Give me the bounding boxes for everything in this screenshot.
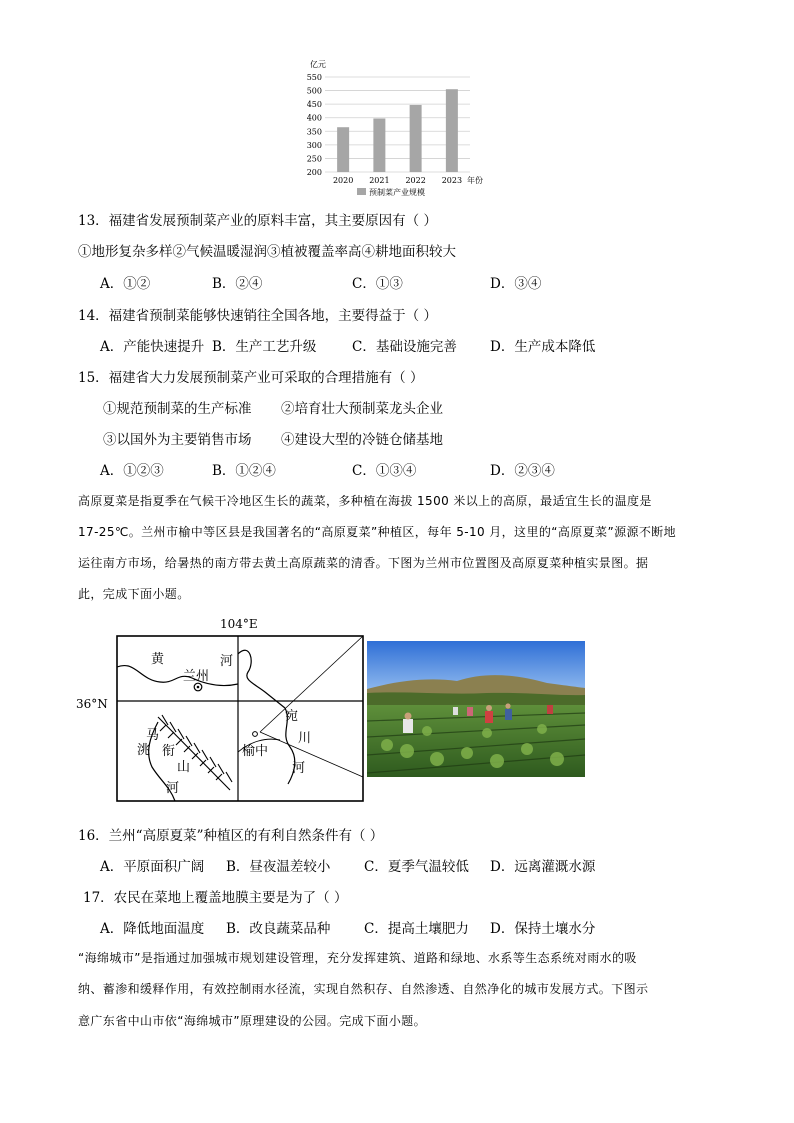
q16-stem: 16．兰州“高原夏菜”种植区的有利自然条件有（ ） [78, 828, 384, 844]
label-wan: 宛 [285, 709, 299, 724]
leader-line-photo-2 [260, 732, 363, 777]
y-tick-label: 250 [306, 154, 322, 164]
q13-option-d[interactable]: D．③④ [490, 276, 542, 292]
label-he-2: 河 [292, 761, 306, 776]
label-chuan: 川 [298, 731, 312, 746]
label-he-3: 河 [166, 781, 180, 796]
y-tick-label: 550 [306, 73, 322, 82]
longitude-label: 104°E [220, 617, 258, 631]
chart-bars [337, 89, 458, 172]
legend-label: 预制菜产业规模 [369, 188, 425, 197]
passage1-line-4: 此，完成下面小题。 [78, 587, 190, 601]
passage2-line-1: “海绵城市”是指通过加强城市规划建设管理，充分发挥建筑、道路和绿地、水系等生态系统对雨水的吸 [78, 951, 637, 965]
x-tick-labels [333, 176, 462, 185]
y-tick-label: 200 [306, 168, 322, 177]
q16-option-d[interactable]: D．远离灌溉水源 [490, 859, 596, 875]
legend-swatch [357, 188, 366, 195]
label-lanzhou: 兰州 [183, 669, 210, 684]
label-huang: 黄 [151, 652, 165, 667]
x-tick-label: 2022 [405, 176, 426, 185]
q15-item-3: ③以国外为主要销售市场 [103, 432, 252, 448]
q17-option-b[interactable]: B．改良蔬菜品种 [226, 921, 331, 937]
q14-option-c[interactable]: C．基础设施完善 [352, 339, 457, 355]
passage1-line-1: 高原夏菜是指夏季在气候干冷地区生长的蔬菜，多种植在海拔 1500 米以上的高原，最适宜生长的温度是 [78, 494, 652, 508]
x-unit-label: 年份 [467, 176, 483, 185]
q16-option-a[interactable]: A．平原面积广阔 [100, 859, 205, 875]
label-yuzhong: 榆中 [242, 744, 269, 759]
bar-2022 [410, 105, 422, 172]
label-shan: 山 [177, 760, 191, 775]
q14-option-d[interactable]: D．生产成本降低 [490, 339, 596, 355]
lanzhou-location-map [76, 612, 370, 807]
y-unit-label: 亿元 [310, 60, 326, 69]
label-tao: 洮 [137, 743, 151, 758]
passage2-line-2: 纳、蓄渗和缓释作用，有效控制雨水径流，实现自然积存、自然渗透、自然净化的城市发展方式。下图示 [78, 982, 649, 996]
y-tick-label: 450 [306, 100, 322, 110]
vegetable-field-photo [367, 641, 585, 777]
q13-stem: 13．福建省发展预制菜产业的原料丰富，其主要原因有（ ） [78, 213, 437, 229]
lanzhou-city-marker-dot [197, 686, 200, 689]
q15-option-d[interactable]: D．②③④ [490, 463, 555, 479]
q17-option-d[interactable]: D．保持土壤水分 [490, 921, 596, 937]
q13-option-b[interactable]: B．②④ [212, 276, 263, 292]
q17-option-a[interactable]: A．降低地面温度 [100, 921, 205, 937]
label-he-1: 河 [220, 654, 234, 669]
bar-chart [295, 55, 495, 200]
y-tick-label: 400 [306, 113, 322, 123]
q14-option-a[interactable]: A．产能快速提升 [100, 339, 205, 355]
q15-option-b[interactable]: B．①②④ [212, 463, 276, 479]
q15-item-4: ④建设大型的冷链仓储基地 [281, 432, 443, 448]
passage1-line-2: 17-25℃。兰州市榆中等区县是我国著名的“高原夏菜”种植区，每年 5-10 月，这里的“高原夏菜”源源不断地 [78, 525, 677, 539]
q15-item-1: ①规范预制菜的生产标准 [103, 401, 252, 417]
q15-option-a[interactable]: A．①②③ [100, 463, 164, 479]
q16-option-b[interactable]: B．昼夜温差较小 [226, 859, 331, 875]
q15-option-c[interactable]: C．①③④ [352, 463, 417, 479]
q17-stem: 17．农民在菜地上覆盖地膜主要是为了（ ） [83, 890, 348, 906]
bar-2021 [373, 119, 385, 172]
y-tick-label: 300 [306, 140, 322, 150]
yuzhong-county-marker [253, 732, 258, 737]
q14-stem: 14．福建省预制菜能够快速销往全国各地，主要得益于（ ） [78, 308, 437, 324]
passage2-line-3: 意广东省中山市依“海绵城市”原理建设的公园。完成下面小题。 [78, 1014, 427, 1028]
x-tick-label: 2020 [332, 176, 354, 185]
q13-option-a[interactable]: A．①② [100, 276, 151, 292]
q13-items: ①地形复杂多样②气候温暖湿润③植被覆盖率高④耕地面积较大 [78, 244, 456, 260]
q14-option-b[interactable]: B．生产工艺升级 [212, 339, 317, 355]
label-xian: 衔 [162, 744, 176, 759]
latitude-label: 36°N [76, 697, 108, 711]
q13-option-c[interactable]: C．①③ [352, 276, 403, 292]
passage1-line-3: 运往南方市场，给暑热的南方带去黄土高原蔬菜的清香。下图为兰州市位置图及高原夏菜种植实景图。据 [78, 556, 649, 570]
q15-stem: 15．福建省大力发展预制菜产业可采取的合理措施有（ ） [78, 370, 424, 386]
y-tick-label: 500 [306, 86, 322, 96]
q15-item-2: ②培育壮大预制菜龙头企业 [281, 401, 443, 417]
bar-2020 [337, 127, 349, 172]
leader-line-photo [260, 636, 363, 732]
x-tick-label: 2023 [441, 176, 463, 185]
q17-option-c[interactable]: C．提高土壤肥力 [364, 921, 469, 937]
label-ma: 马 [146, 728, 160, 743]
y-tick-label: 350 [306, 127, 322, 137]
yellow-river-north [238, 650, 285, 708]
x-tick-label: 2021 [369, 176, 390, 185]
q16-option-c[interactable]: C．夏季气温较低 [364, 859, 469, 875]
bar-2023 [446, 89, 458, 172]
y-tick-labels [307, 73, 322, 177]
